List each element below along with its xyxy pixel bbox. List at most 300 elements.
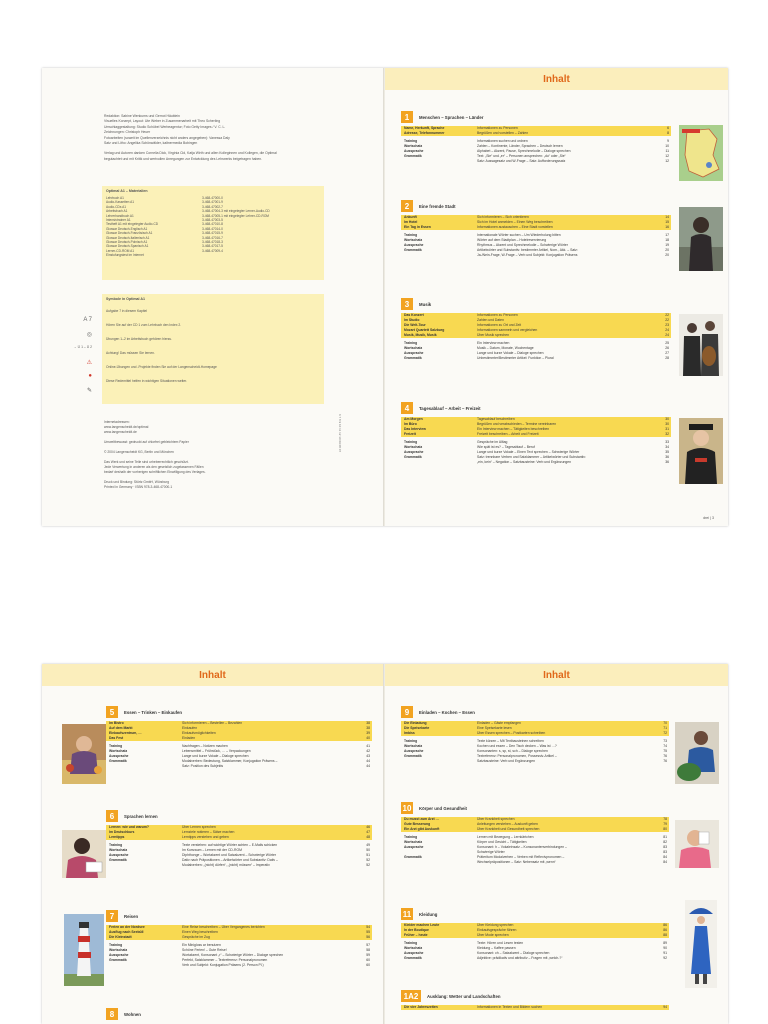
chapter-3 xyxy=(401,298,671,361)
page-number: 33 xyxy=(665,440,669,444)
section-description: Gespräche im Zug xyxy=(182,935,210,939)
section-description: Satz: trennbare Verben und Satzklammer – Artikelwörter und Substantiv: xyxy=(477,455,586,459)
page-title: Inhalt xyxy=(543,669,570,681)
task-number-icon: A 7 xyxy=(83,317,92,323)
section-description: Gespräche im Alltag xyxy=(477,440,508,444)
page-number: 83 xyxy=(663,845,667,849)
section-description: Lange und kurze Vokale – Dialoge sprechen xyxy=(477,351,544,355)
chapter-header xyxy=(401,706,669,718)
section-description: Konsonant: ch – Satzakzent – Dialoge sprechen xyxy=(477,951,550,955)
page-number: 36 xyxy=(665,460,669,464)
page-number: 78 xyxy=(663,817,667,821)
page-number: 76 xyxy=(663,759,667,763)
section-description: Satzbausteine: Verb und Ergänzungen xyxy=(477,759,536,763)
chapter-number: 3 xyxy=(401,298,413,310)
section-label: Training xyxy=(404,941,418,945)
section-description: „ein, kein“ – Negation – Satzbausteine: Verb und Ergänzungen xyxy=(477,460,572,464)
section-label xyxy=(401,253,477,258)
section-label: Training xyxy=(109,843,123,847)
header-band xyxy=(42,664,383,686)
page-number: 81 xyxy=(663,835,667,839)
symbol-text: Online-Übungen und -Projekte finden Sie auf der Langenscheidt-Homepage xyxy=(106,365,217,369)
credit-line: Fotoarbeiten (soweit im Quellenverzeichnis nicht anders angegeben): Vanessa Daly xyxy=(104,135,230,140)
training-table xyxy=(401,835,669,865)
section-label: Grammatik xyxy=(404,754,422,758)
section-description: Perfekt, Satzklammer – Textreferenz: Personalpronomen xyxy=(182,958,268,962)
section-description: Lange und kurze Vokale – Dialoge sprechen xyxy=(182,754,249,758)
training-table xyxy=(401,739,669,764)
chapter-number: 2 xyxy=(401,200,413,212)
section-description: Rhythmus – Akzent und Sprechmelodie – Schwierige Wörter xyxy=(477,243,568,247)
imprint-info xyxy=(104,420,330,490)
section-label: Die Kleinstadt xyxy=(109,935,132,939)
section-description: Adjektive: prädikativ und attributiv – Fragen mit „welch-?“ xyxy=(477,956,563,960)
section-description: Internationale Wörter suchen – Um Wiederholung bitten xyxy=(477,233,561,237)
page-number: 91 xyxy=(663,951,667,955)
section-label: Die Speisekarte xyxy=(404,726,430,730)
section-label: Name, Herkunft, Sprache xyxy=(404,126,445,130)
section-description: Konsonant: h – Vokaleinsatz – Konsonantenverbindungen – xyxy=(477,845,567,849)
header-band xyxy=(385,664,728,686)
page-number: 14 xyxy=(665,215,669,219)
page-number: 35 xyxy=(665,450,669,454)
section-label: Grammatik xyxy=(404,356,422,360)
section-label: Training xyxy=(109,943,123,947)
material-name: Testheft A1 mit eingelegter Audio-CD xyxy=(106,222,159,227)
section-label: Aussprache xyxy=(109,853,129,857)
material-code: 3-468-47000-0 xyxy=(202,196,223,200)
page-number: 41 xyxy=(366,744,370,748)
topics-table xyxy=(401,817,669,832)
page-number: 30 xyxy=(665,422,669,426)
page-number: 9 xyxy=(667,139,669,143)
materials-title: Optimal A1 – Materialien xyxy=(106,189,148,193)
material-name: Lehrerhandbuch A1 xyxy=(106,213,134,218)
chapter-11 xyxy=(401,908,669,961)
section-description: Begrüßen und vorstellen – Zahlen xyxy=(477,131,529,135)
page-number: 60 xyxy=(366,963,370,967)
material-row xyxy=(106,253,320,257)
credits-block xyxy=(104,114,330,162)
page-number: 23 xyxy=(665,323,669,327)
material-code: 3-468-47015-9 xyxy=(202,231,223,236)
page-number: 82 xyxy=(663,840,667,844)
symbols-box xyxy=(102,294,324,404)
cd-audio-icon: ◎ xyxy=(86,332,92,338)
chapter-header xyxy=(106,810,372,822)
page-number: 56 xyxy=(366,935,370,939)
credit-line: Zeichnungen: Christoph Heuer xyxy=(104,130,151,135)
material-code: 3-468-47009-4 xyxy=(202,248,223,253)
section-label: Aussprache xyxy=(109,754,129,758)
section-description: Lerntipps verstehen und geben xyxy=(182,835,229,839)
info-line: Druck und Bindung: Stürtz GmbH, Würzburg xyxy=(104,480,170,484)
section-description: Satz: Position des Subjekts xyxy=(182,764,224,768)
training-table xyxy=(401,440,671,465)
page-number: 42 xyxy=(366,749,370,753)
section-label: Das Konzert xyxy=(404,313,424,317)
material-name: Glossar Deutsch-Spanisch A1 xyxy=(106,244,149,249)
section-label: Grammatik xyxy=(404,455,422,459)
section-description: Zahlen und Daten xyxy=(477,318,504,322)
section-description: Körper und Gesicht – Tätigkeiten xyxy=(477,840,527,844)
section-label xyxy=(401,759,477,764)
section-label: Training xyxy=(404,139,418,143)
materials-box xyxy=(102,186,324,280)
material-code: 3-468-47018-3 xyxy=(202,240,223,245)
page-number: 44 xyxy=(366,764,370,768)
section-label: Grammatik xyxy=(404,956,422,960)
section-label: Kleider machen Leute xyxy=(404,923,440,927)
chapter-title: Einladen – Kochen – Essen xyxy=(419,709,475,715)
section-description: Lernen mit Bewegung – Lernkärtchen xyxy=(477,835,534,839)
patient-photo xyxy=(675,820,719,868)
training-table xyxy=(401,233,671,258)
page-number: 58 xyxy=(366,948,370,952)
page-number: 30 xyxy=(665,417,669,421)
section-description: Einkaufsgespräche führen xyxy=(477,928,517,932)
chapter-title: Essen – Trinken – Einkaufen xyxy=(124,709,183,715)
page-number: 89 xyxy=(663,941,667,945)
section-description: Tagesablauf beschreiben xyxy=(477,417,515,421)
topics-table xyxy=(106,925,372,940)
section-description: Artikelwörter und Substantiv: bestimmter Artikel, Nom., Akk. – Satz: xyxy=(477,248,578,252)
credit-line: Verlag und Autoren danken Cornelia Dick, Virginia Cid, Katja Wirth und allen Kolleginnen und Kollegen, die Optimal xyxy=(104,151,277,156)
section-label: Aussprache xyxy=(109,953,129,957)
section-label: Aussprache xyxy=(404,749,424,753)
symbol-text: Hören Sie auf der CD 1 zum Lehrbuch den Index 2. xyxy=(106,323,182,327)
section-description: Informationen zu Ort und Zeit xyxy=(477,323,522,327)
training-table xyxy=(106,744,372,769)
chapter-header xyxy=(401,298,671,310)
section-label xyxy=(401,860,477,865)
section-label: Training xyxy=(404,233,418,237)
section-label: Das Interview xyxy=(404,427,426,431)
page-number: 36 xyxy=(665,455,669,459)
symbol-row xyxy=(106,332,320,346)
graduate-photo xyxy=(679,418,723,484)
section-label: Mozart Quartett Salzburg xyxy=(404,328,445,332)
section-label: Wortschatz xyxy=(404,238,423,242)
chapter-number: 7 xyxy=(106,910,118,922)
section-description: Texte verstehen: auf wichtige Wörter achten – E-Mails schicken xyxy=(182,843,278,847)
symbol-text: Aufgabe 7 in diesem Kapitel xyxy=(106,309,148,313)
page-number: 51 xyxy=(366,853,370,857)
section-description: Ein Minigloss ar benutzen xyxy=(182,943,221,947)
imprint-page xyxy=(42,68,383,526)
section-label: Imbiss xyxy=(404,731,415,735)
section-description: Präteritum Modalverben – Verben mit Reflexivpronomen – xyxy=(477,855,565,859)
section-label: Training xyxy=(109,744,123,748)
page-number: 84 xyxy=(663,855,667,859)
section-description: Modalverben: Bedeutung, Satzklammer, Konjugation Präsens – xyxy=(182,759,278,763)
info-line: Jede Verwertung in anderen als den gesetzlich zugelassenen Fällen xyxy=(104,465,204,469)
section-label: Aussprache xyxy=(404,149,424,153)
chapter-number: 4 xyxy=(401,402,413,414)
section-label xyxy=(106,863,182,868)
page-number: 12 xyxy=(665,159,669,163)
section-description: Wie spät ist es? – Tagesablauf – Beruf xyxy=(477,445,535,449)
section-label: Training xyxy=(404,341,418,345)
section-label: Training xyxy=(404,739,418,743)
section-label: Im Bistro xyxy=(109,721,124,725)
training-table xyxy=(401,341,671,361)
symbol-row xyxy=(106,318,320,332)
chapter-title: Reisen xyxy=(124,913,139,919)
material-name: Audio-CDs A1 xyxy=(106,204,127,209)
training-table xyxy=(401,139,671,164)
page-number: 60 xyxy=(366,958,370,962)
page-number: 10 xyxy=(665,144,669,148)
page-number: 70 xyxy=(663,721,667,725)
page-number: 80 xyxy=(663,827,667,831)
section-description: Sich im Hotel anmelden – Einen Weg beschreiben xyxy=(477,220,553,224)
material-code: 3-468-47005-1 mit eingelegter Lehrer-CD-ROM xyxy=(202,213,269,218)
section-label: Im Büro xyxy=(404,422,417,426)
page-number: 8 xyxy=(667,131,669,135)
chapter-number: 11 xyxy=(402,909,412,919)
page-number: 39 xyxy=(366,731,370,735)
fashion-photo xyxy=(685,900,717,988)
chapter-header xyxy=(401,402,671,414)
topics-table xyxy=(106,825,372,840)
section-label: Ausflug nach Seebüll xyxy=(109,930,144,934)
section-description: Wechselpräpositionen – Satz: Nebensatz mit „wenn“ xyxy=(477,860,556,864)
section-label: Früher – heute xyxy=(404,933,428,937)
chapter-8 xyxy=(106,1008,372,1023)
section-description: Schöne Ferien! – Gute Reise! xyxy=(182,948,227,952)
page-number: 48 xyxy=(366,835,370,839)
page-number: 40 xyxy=(366,736,370,740)
section-description: Einkaufsmöglichkeiten xyxy=(182,731,216,735)
section-description: Eine Speisekarte lesen xyxy=(477,726,512,730)
page-number: 55 xyxy=(366,930,370,934)
chapter-title: Körper und Gesundheit xyxy=(419,805,467,811)
chapter-number: 10 xyxy=(402,803,412,813)
topics-table xyxy=(401,721,669,736)
section-label: Im Deutschkurs xyxy=(109,830,135,834)
page-number: 17 xyxy=(665,233,669,237)
page-number: 22 xyxy=(665,313,669,317)
page-number: 12 xyxy=(665,154,669,158)
chapter-title: Tagesablauf – Arbeit – Freizeit xyxy=(419,405,481,411)
section-label xyxy=(401,460,477,465)
section-label: Training xyxy=(404,440,418,444)
section-description: Einladen xyxy=(182,736,196,740)
symbol-text: Diese Redemittel helfen in wichtigen Situationen weiter. xyxy=(106,379,188,383)
chapter-2 xyxy=(401,200,671,258)
chapter-title: Musik xyxy=(419,301,432,307)
credit-line: Visuelles Konzept, Layout: Ute Weber in Zusammenarbeit mit Theo Scherling xyxy=(104,119,221,124)
symbol-row xyxy=(106,346,320,360)
training-table xyxy=(106,943,372,968)
section-description: Wörter auf dem Stadtplan – Hotelreservierung xyxy=(477,238,547,242)
page-number: 71 xyxy=(663,726,667,730)
page-number: 83 xyxy=(663,850,667,854)
section-label xyxy=(106,764,182,769)
section-description: Eine Reise beschreiben – Über Vergangenes berichten xyxy=(182,925,265,929)
section-description: Wortakzent, Konsonant „r“ – Schwierige Wörter – Dialoge sprechen xyxy=(182,953,284,957)
info-line: © 2004 Langenscheidt KG, Berlin und München xyxy=(104,450,174,454)
symbols-title: Symbole in Optimal A1 xyxy=(106,297,146,301)
section-label: Ankunft xyxy=(404,215,417,219)
page-number: 52 xyxy=(366,863,370,867)
section-description: Diphthonge – Wortakzent und Satzakzent – Schwierige Wörter xyxy=(182,853,276,857)
section-label: Ferien an der Nordsee xyxy=(109,925,145,929)
section-description: Begrüßen und verabschieden – Termine vereinbaren xyxy=(477,422,557,426)
page-number: 52 xyxy=(366,858,370,862)
section-description: Konsonanten: s, sp, st, sch – Dialoge sprechen xyxy=(477,749,548,753)
section-description: Textreferenz: Personalpronomen, Possessiv-Artikel – xyxy=(477,754,557,758)
section-description: Nachfragen – Notizen machen xyxy=(182,744,228,748)
chapter-title: Eine fremde Stadt xyxy=(419,203,456,209)
page-number: 28 xyxy=(665,356,669,360)
symbol-row xyxy=(106,360,320,374)
section-description: Freizeit beschreiben – Arbeit und Freizeit xyxy=(477,432,539,436)
section-label: Freizeit xyxy=(404,432,416,436)
section-description: Schwierige Wörter xyxy=(477,850,505,854)
woman-portrait-photo xyxy=(679,207,723,271)
section-label: Gute Besserung xyxy=(404,822,431,826)
symbol-row xyxy=(106,374,320,388)
section-label: Einkaufszentrum, … xyxy=(109,731,142,735)
page-number: 43 xyxy=(366,754,370,758)
material-name: Lehrbuch A1 xyxy=(106,196,124,200)
section-label: Wortschatz xyxy=(404,346,423,350)
section-description: Sich informieren – Bestellen – Bezahlen xyxy=(182,721,243,725)
chapter-number: 9 xyxy=(401,706,413,718)
credit-line: begutachtet und mit Kritik und wertvollen Anregungen zur Entwicklung des Lehrwerks beigetragen haben. xyxy=(104,156,263,161)
page-number: 47 xyxy=(366,830,370,834)
section-description: Informationen zu Personen xyxy=(477,313,518,317)
chapter-number: 1A2 xyxy=(401,990,421,1002)
page-number: 50 xyxy=(366,848,370,852)
section-label: Die Welt-Tour xyxy=(404,323,426,327)
section-label: Lerntipps xyxy=(109,835,125,839)
material-name: Intensivtrainer A1 xyxy=(106,218,131,223)
section-label: Grammatik xyxy=(404,154,422,158)
material-name: Lerner-CD-ROM A1 xyxy=(106,248,134,253)
section-description: Einen Weg beschreiben xyxy=(182,930,218,934)
section-label: Musik, Musik, Musik xyxy=(404,333,437,337)
topics-table xyxy=(401,215,671,230)
section-description: Informationen austauschen – Eine Stadt vorstellen xyxy=(477,225,553,229)
page-number: 15 xyxy=(665,220,669,224)
section-label: Aussprache xyxy=(404,951,424,955)
section-label: Aussprache xyxy=(404,450,424,454)
page-number: 86 xyxy=(663,928,667,932)
section-description: Anleitungen verstehen – Auskunft geben xyxy=(477,822,538,826)
material-name: Glossar Deutsch-Französisch A1 xyxy=(106,231,153,236)
material-name: Audio-Kassetten A1 xyxy=(106,200,134,205)
info-line: bedarf deshalb der vorherigen schriftlichen Einwilligung des Verlages. xyxy=(104,470,206,474)
musicians-photo xyxy=(679,314,723,376)
material-code: 3-468-47004-3 mit eingelegter Lerner-Audio-CD xyxy=(202,209,270,214)
page-number: 11 xyxy=(665,149,669,153)
book-spread-top xyxy=(42,68,728,526)
section-description: Sich informieren – Sich orientieren xyxy=(477,215,529,219)
material-code: 3-468-47010-8 xyxy=(202,222,223,227)
section-label: Wortschatz xyxy=(404,946,423,950)
page-number: 73 xyxy=(663,739,667,743)
map-germany-photo xyxy=(679,125,723,181)
chapter-title: Sprachen lernen xyxy=(124,813,158,819)
chapter-header xyxy=(106,910,372,922)
section-label: Die vier Jahreszeiten xyxy=(404,1005,438,1009)
page-number: 79 xyxy=(663,822,667,826)
section-label: Training xyxy=(404,835,418,839)
section-label: Auf dem Markt xyxy=(109,726,133,730)
section-label: Wortschatz xyxy=(404,144,423,148)
section-description: Texte kürzen – Mit Textbausteinen schreiben xyxy=(477,739,544,743)
page-number: 24 xyxy=(665,333,669,337)
section-description: Über Krankheit und Gesundheit sprechen xyxy=(477,827,540,831)
section-description: Über Krankheit sprechen xyxy=(477,817,515,821)
section-description: Ja-/Nein-Frage, W-Frage – Verb und Subjekt: Konjugation Präsens xyxy=(477,253,578,257)
section-label: Grammatik xyxy=(404,248,422,252)
section-description: Kochen und essen – Den Tisch decken – Was ist …? xyxy=(477,744,557,748)
page-number: 84 xyxy=(663,860,667,864)
page-number: 34 xyxy=(665,445,669,449)
section-description: Lange und kurze Vokale – Einen Text sprechen – Schwierige Wörter xyxy=(477,450,580,454)
chapter-number: 1 xyxy=(401,111,413,123)
section-label: Grammatik xyxy=(109,858,127,862)
dinner-photo xyxy=(675,722,719,784)
chapter-title: Wohnen xyxy=(124,1011,141,1017)
chapter-header xyxy=(106,1008,372,1020)
section-label: Lernen: wie und warum? xyxy=(109,825,149,829)
symbol-text: Achtung! Das müssen Sie lernen. xyxy=(106,351,155,355)
section-description: Musik – Datum, Monate, Wochentage xyxy=(477,346,534,350)
chapter-5 xyxy=(106,706,372,769)
material-code: 3-468-47014-0 xyxy=(202,226,223,231)
exercise-arrow-icon: → Ü 1 – Ü 2 xyxy=(73,345,92,349)
contents-page-1 xyxy=(385,68,728,526)
section-label: In der Boutique xyxy=(404,928,429,932)
page-footer: drei | 3 xyxy=(703,516,714,520)
material-code: 3-468-47016-7 xyxy=(202,235,223,240)
contents-page-2 xyxy=(42,664,383,1024)
info-line: Das Werk und seine Teile sind urheberrechtlich geschützt. xyxy=(104,460,189,464)
page-number: 57 xyxy=(366,943,370,947)
material-name: Glossar Deutsch-Italienisch A1 xyxy=(106,235,150,240)
section-label: Aussprache xyxy=(404,351,424,355)
section-description: Lebensmittel – Frühstück, … – Verpackungen xyxy=(182,749,251,753)
section-label: Aussprache xyxy=(404,845,424,849)
section-description: Unbestimmter/Bestimmter Artikel: Funktion – Plural xyxy=(477,356,554,360)
section-description: Informationen sammeln und vergleichen xyxy=(477,328,538,332)
chapter-header xyxy=(401,990,669,1002)
lighthouse-photo xyxy=(64,914,104,986)
page-number: 94 xyxy=(663,1005,667,1009)
section-description: Einladen – Gäste empfangen xyxy=(477,721,521,725)
training-table xyxy=(106,843,372,868)
section-description: Informationen zu Personen xyxy=(477,126,518,130)
symbol-row xyxy=(106,304,320,318)
section-description: Text: „Sie“ und „er“ – Personen ansprechen: „du“ oder „Sie“ xyxy=(477,154,566,158)
section-label: Ein Arzt gibt Auskunft xyxy=(404,827,440,831)
section-label: Wortschatz xyxy=(109,948,128,952)
section-label xyxy=(401,159,477,164)
credit-line: Satz und Litho: Angelika Schönwälder, kaltnermedia Bobingen xyxy=(104,141,198,146)
section-label: Grammatik xyxy=(109,759,127,763)
page-number: 22 xyxy=(665,318,669,322)
chapter-header xyxy=(401,111,671,123)
page-number: 74 xyxy=(663,744,667,748)
topics-table xyxy=(401,126,671,136)
page-number: 24 xyxy=(665,328,669,332)
info-line: www.langenscheidt.de/optimal xyxy=(104,425,149,429)
